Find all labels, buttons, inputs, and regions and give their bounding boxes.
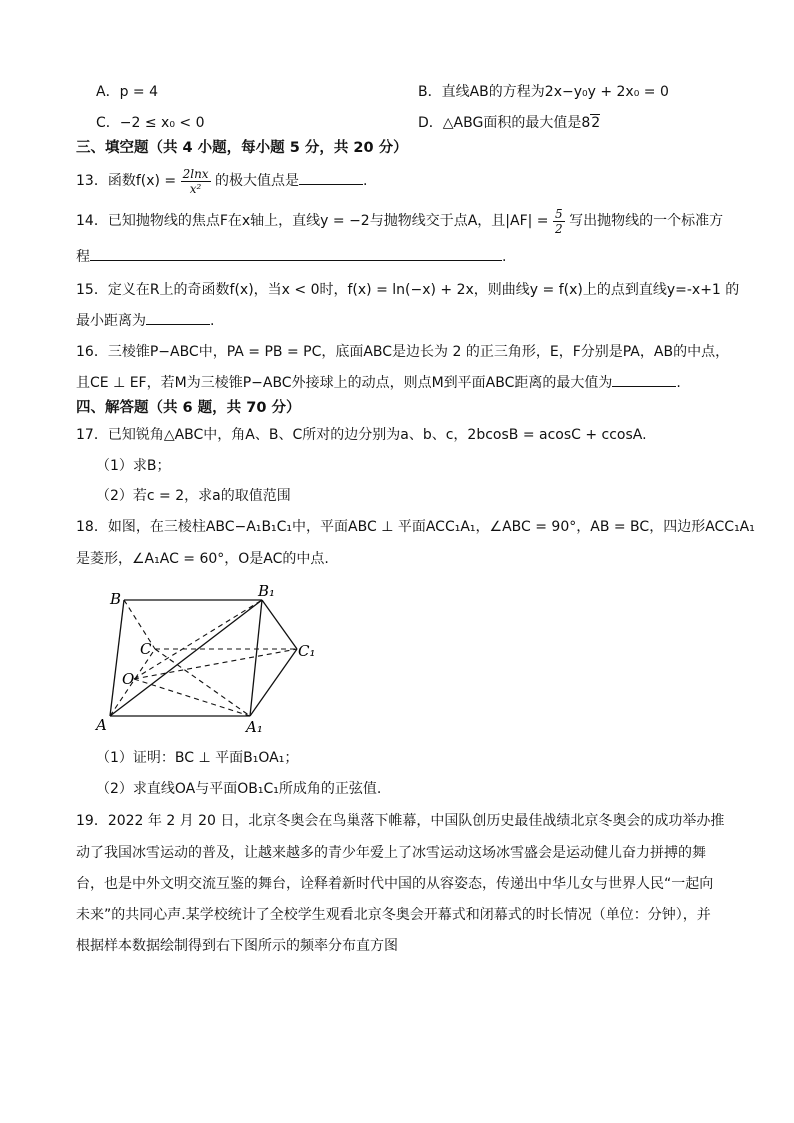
answer-blank xyxy=(146,310,210,325)
option-b: B．直线AB的方程为2x−y₀y + 2x₀ = 0 xyxy=(418,84,669,100)
question-19-line5: 根据样本数据绘制得到右下图所示的频率分布直方图 xyxy=(76,938,398,954)
answer-blank xyxy=(612,372,676,387)
answer-blank xyxy=(299,170,363,185)
label-b: B xyxy=(110,590,122,608)
edge-a1-b1 xyxy=(250,600,262,716)
edge-a-b1 xyxy=(110,600,262,716)
edge-c-a1 xyxy=(155,649,250,716)
q14-line1-post: 写出抛物线的一个标准方 xyxy=(569,213,724,229)
q14-line1-pre: 14．已知抛物线的焦点F在x轴上，直线y = −2与抛物线交于点A，且|AF| = xyxy=(76,213,549,229)
edge-a1-c1 xyxy=(250,649,297,716)
question-16-cont: 且CE ⊥ EF，若M为三棱锥P−ABC外接球上的动点，则点M到平面ABC距离的最大值为 . xyxy=(76,372,754,393)
label-a1: A₁ xyxy=(246,718,263,736)
sqrt-radicand: 2 xyxy=(591,115,601,131)
question-19-line3: 台，也是中外文明交流互鉴的舞台，诠释着新时代中国的从容姿态，传递出中华儿女与世界人民“一起向 xyxy=(76,876,714,892)
edge-b1-c1 xyxy=(262,600,297,649)
option-d xyxy=(418,113,600,133)
prism-figure xyxy=(92,580,332,740)
question-18-cont: 是菱形，∠A₁AC = 60°，O是AC的中点. xyxy=(76,551,329,567)
label-c: C xyxy=(140,640,152,658)
label-c1: C₁ xyxy=(298,642,316,660)
q15-line2: 最小距离为 xyxy=(76,313,146,329)
q18-part-2: （2）求直线OA与平面OB₁C₁所成角的正弦值. xyxy=(96,781,382,797)
question-14 xyxy=(76,206,754,236)
option-c: C．−2 ≤ x₀ < 0 xyxy=(96,115,205,131)
question-19-line2: 动了我国冰雪运动的普及，让越来越多的青少年爱上了冰雪运动这场冰雪盛会是运动健儿奋力拼搏的舞 xyxy=(76,845,706,861)
question-19: 19．2022 年 2 月 20 日，北京冬奥会在鸟巢落下帷幕，中国队创历史最佳战绩北京冬奥会的成功举办推 xyxy=(76,813,725,829)
q17-part-1: （1）求B； xyxy=(96,458,171,474)
question-19-line4: 未来”的共同心声.某学校统计了全校学生观看北京冬奥会开幕式和闭幕式的时长情况（单位：分钟），并 xyxy=(76,907,711,923)
q13-pre: 13．函数f(x) = xyxy=(76,173,177,189)
q13-fraction xyxy=(181,167,211,196)
q13-denominator: x² xyxy=(189,181,202,196)
q13-post: 的极大值点是 xyxy=(215,173,300,189)
q14-line2: 程 xyxy=(76,249,90,265)
q16-line2: 且CE ⊥ EF，若M为三棱锥P−ABC外接球上的动点，则点M到平面ABC距离的最大值为 xyxy=(76,375,613,391)
label-b1: B₁ xyxy=(258,582,276,600)
question-13: 13．函数f(x) = $\frac{2\ln x}{\text{x²}}$ 的极大值点是 . xyxy=(76,166,368,196)
question-16: 16．三棱锥P−ABC中，PA = PB = PC，底面ABC是边长为 2 的正三角形，E，F分别是PA，AB的中点， xyxy=(76,344,730,360)
edge-o-a1 xyxy=(134,679,250,716)
question-15: 15．定义在R上的奇函数f(x)，当x < 0时，f(x) = ln(−x) + 2x，则曲线y = f(x)上的点到直线y=-x+1 的 xyxy=(76,282,740,298)
q14-fraction xyxy=(553,207,565,236)
question-17: 17．已知锐角△ABC中，角A、B、C所对的边分别为a、b、c，2bcosB = acosC + ccosA. xyxy=(76,427,647,443)
q18-part-1: （1）证明：BC ⊥ 平面B₁OA₁； xyxy=(96,750,299,766)
section-3-heading: 三、填空题（共 4 小题，每小题 5 分，共 20 分） xyxy=(76,140,408,156)
section-4-heading: 四、解答题（共 6 题，共 70 分） xyxy=(76,400,301,416)
label-o: O xyxy=(122,670,135,688)
label-a: A xyxy=(96,716,107,734)
q14-denominator: 2 xyxy=(554,221,563,236)
q13-numerator: 2lnx xyxy=(182,166,209,181)
question-14-cont: 程 . xyxy=(76,246,754,267)
answer-blank xyxy=(90,246,502,261)
question-15-cont: 最小距离为 . xyxy=(76,310,754,331)
q17-part-2: （2）若c = 2，求a的取值范围 xyxy=(96,488,291,504)
option-a: A．p = 4 xyxy=(96,84,159,100)
q14-numerator: 5 xyxy=(554,206,563,221)
question-18: 18．如图，在三棱柱ABC−A₁B₁C₁中，平面ABC ⊥ 平面ACC₁A₁，∠ABC = 90°，AB = BC，四边形ACC₁A₁ xyxy=(76,519,755,535)
option-d-text: D．△ABG面积的最大值是8 xyxy=(418,115,591,131)
